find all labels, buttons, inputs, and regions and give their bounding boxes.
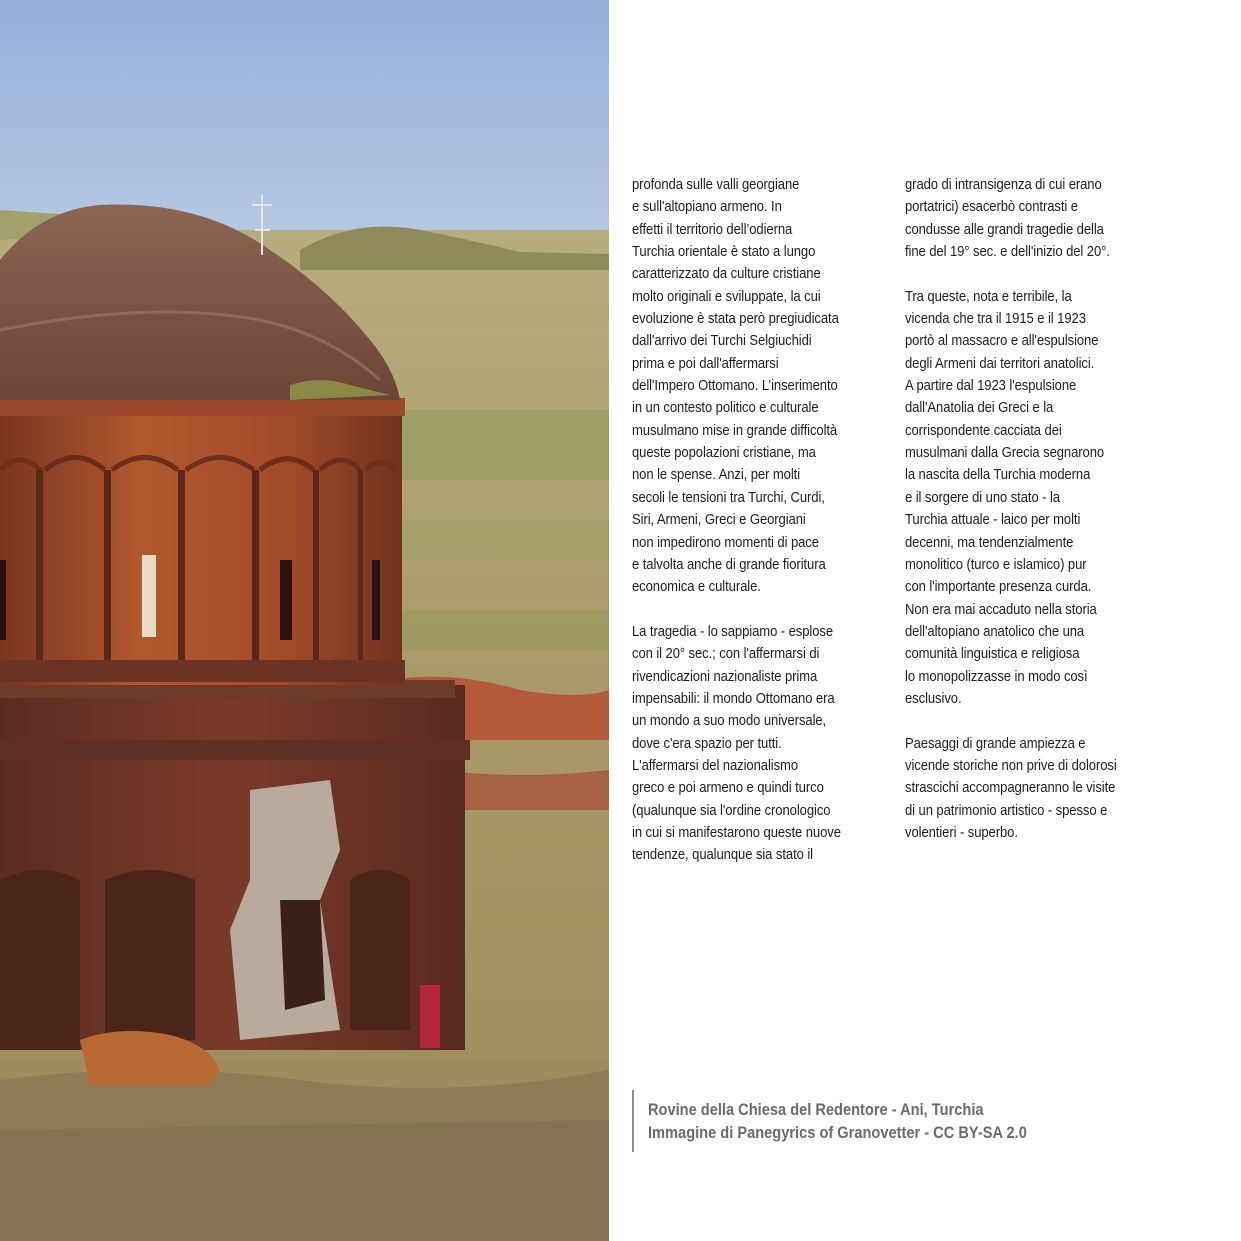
text-line: dall'arrivo dei Turchi Selgiuchidi <box>632 332 812 350</box>
text-line: degli Armeni dai territori anatolici. <box>905 354 1095 372</box>
caption-bar <box>632 1090 634 1152</box>
text-line: A partire dal 1923 l'espulsione <box>905 377 1077 395</box>
text-line: vicende storiche non prive di dolorosi <box>905 756 1117 774</box>
text-line: evoluzione è stata però pregiudicata <box>632 310 839 328</box>
text-line: dove c'era spazio per tutti. <box>632 734 782 752</box>
text-line: dell'altopiano anatolico che una <box>905 622 1085 640</box>
text-line: la nascita della Turchia moderna <box>905 466 1091 484</box>
text-line: grado di intransigenza di cui erano <box>905 176 1102 193</box>
text-line: dell'Impero Ottomano. L’inserimento <box>632 377 838 395</box>
text-column-right <box>905 174 1117 844</box>
text-line: Non era mai accaduto nella storia <box>905 600 1097 618</box>
text-line: strascichi accompagneranno le visite <box>905 779 1116 797</box>
church-photo <box>0 0 609 1241</box>
caption-text <box>648 1098 1027 1144</box>
text-line: L'affermarsi del nazionalismo <box>632 756 799 774</box>
text-line: Turchia orientale è stato a lungo <box>632 243 816 261</box>
text-line: volentieri - superbo. <box>905 823 1018 841</box>
text-line: secoli le tensioni tra Turchi, Curdi, <box>632 488 825 506</box>
text-line: in un contesto politico e culturale <box>632 399 819 417</box>
text-line: non le spense. Anzi, per molti <box>632 466 801 484</box>
text-line: portatrici) esacerbò contrasti e <box>905 198 1078 216</box>
text-line: e sull'altopiano armeno. In <box>632 198 782 216</box>
text-line: musulmano mise in grande difficoltà <box>632 421 838 439</box>
text-column-left <box>632 174 841 867</box>
text-line: decenni, ma tendenzialmente <box>905 533 1074 551</box>
text-line: Turchia attuale - laico per molti <box>905 511 1081 529</box>
text-line: con il 20° sec.; con l'affermarsi di <box>632 645 820 663</box>
text-line: Siri, Armeni, Greci e Georgiani <box>632 511 806 529</box>
text-line: impensabili: il mondo Ottomano era <box>632 689 835 707</box>
text-line: profonda sulle valli georgiane <box>632 176 800 193</box>
text-line: vicenda che tra il 1915 e il 1923 <box>905 310 1086 328</box>
text-line: portò al massacro e all'espulsione <box>905 332 1099 350</box>
paragraph-gap <box>905 263 1117 285</box>
paragraph-gap <box>632 599 841 621</box>
caption-title: Rovine della Chiesa del Redentore - Ani, Turchia <box>648 1100 984 1119</box>
text-line: in cui si manifestarono queste nuove <box>632 823 841 841</box>
text-line: comunità linguistica e religiosa <box>905 645 1080 663</box>
text-line: molto originali e sviluppate, la cui <box>632 287 821 305</box>
caption-credit: Immagine di Panegyrics of Granovetter - CC BY-SA 2.0 <box>648 1123 1027 1142</box>
photo-caption <box>632 1090 1192 1152</box>
text-line: prima e poi dall'affermarsi <box>632 354 779 372</box>
text-line: un mondo a suo modo universale, <box>632 712 827 730</box>
text-line: dall'Anatolia dei Greci e la <box>905 399 1054 417</box>
text-line: queste popolazioni cristiane, ma <box>632 444 816 462</box>
text-line: economica e culturale. <box>632 578 761 596</box>
text-line: rivendicazioni nazionaliste prima <box>632 667 818 685</box>
text-line: con l'importante presenza curda. <box>905 578 1092 596</box>
paragraph-gap <box>905 710 1117 732</box>
text-line: e il sorgere di uno stato - la <box>905 488 1060 506</box>
text-line: (qualunque sia l'ordine cronologico <box>632 801 831 819</box>
text-line: musulmani dalla Grecia segnarono <box>905 444 1105 462</box>
text-line: La tragedia - lo sappiamo - esplose <box>632 622 834 640</box>
text-line: di un patrimonio artistico - spesso e <box>905 801 1108 819</box>
text-line: effetti il territorio dell’odierna <box>632 220 793 238</box>
text-line: e talvolta anche di grande fioritura <box>632 555 826 573</box>
text-line: Paesaggi di grande ampiezza e <box>905 734 1086 752</box>
text-line: monolitico (turco e islamico) pur <box>905 555 1087 573</box>
text-line: fine del 19° sec. e dell'inizio del 20°. <box>905 243 1110 261</box>
text-line: condusse alle grandi tragedie della <box>905 220 1104 238</box>
text-line: Tra queste, nota e terribile, la <box>905 287 1072 305</box>
text-line: non impedirono momenti di pace <box>632 533 819 551</box>
text-line: lo monopolizzasse in modo così <box>905 667 1088 685</box>
text-line: caratterizzato da culture cristiane <box>632 265 821 283</box>
text-line: esclusivo. <box>905 689 962 707</box>
text-line: tendenze, qualunque sia stato il <box>632 846 813 864</box>
text-line: greco e poi armeno e quindi turco <box>632 779 824 797</box>
text-line: corrispondente cacciata dei <box>905 421 1062 439</box>
